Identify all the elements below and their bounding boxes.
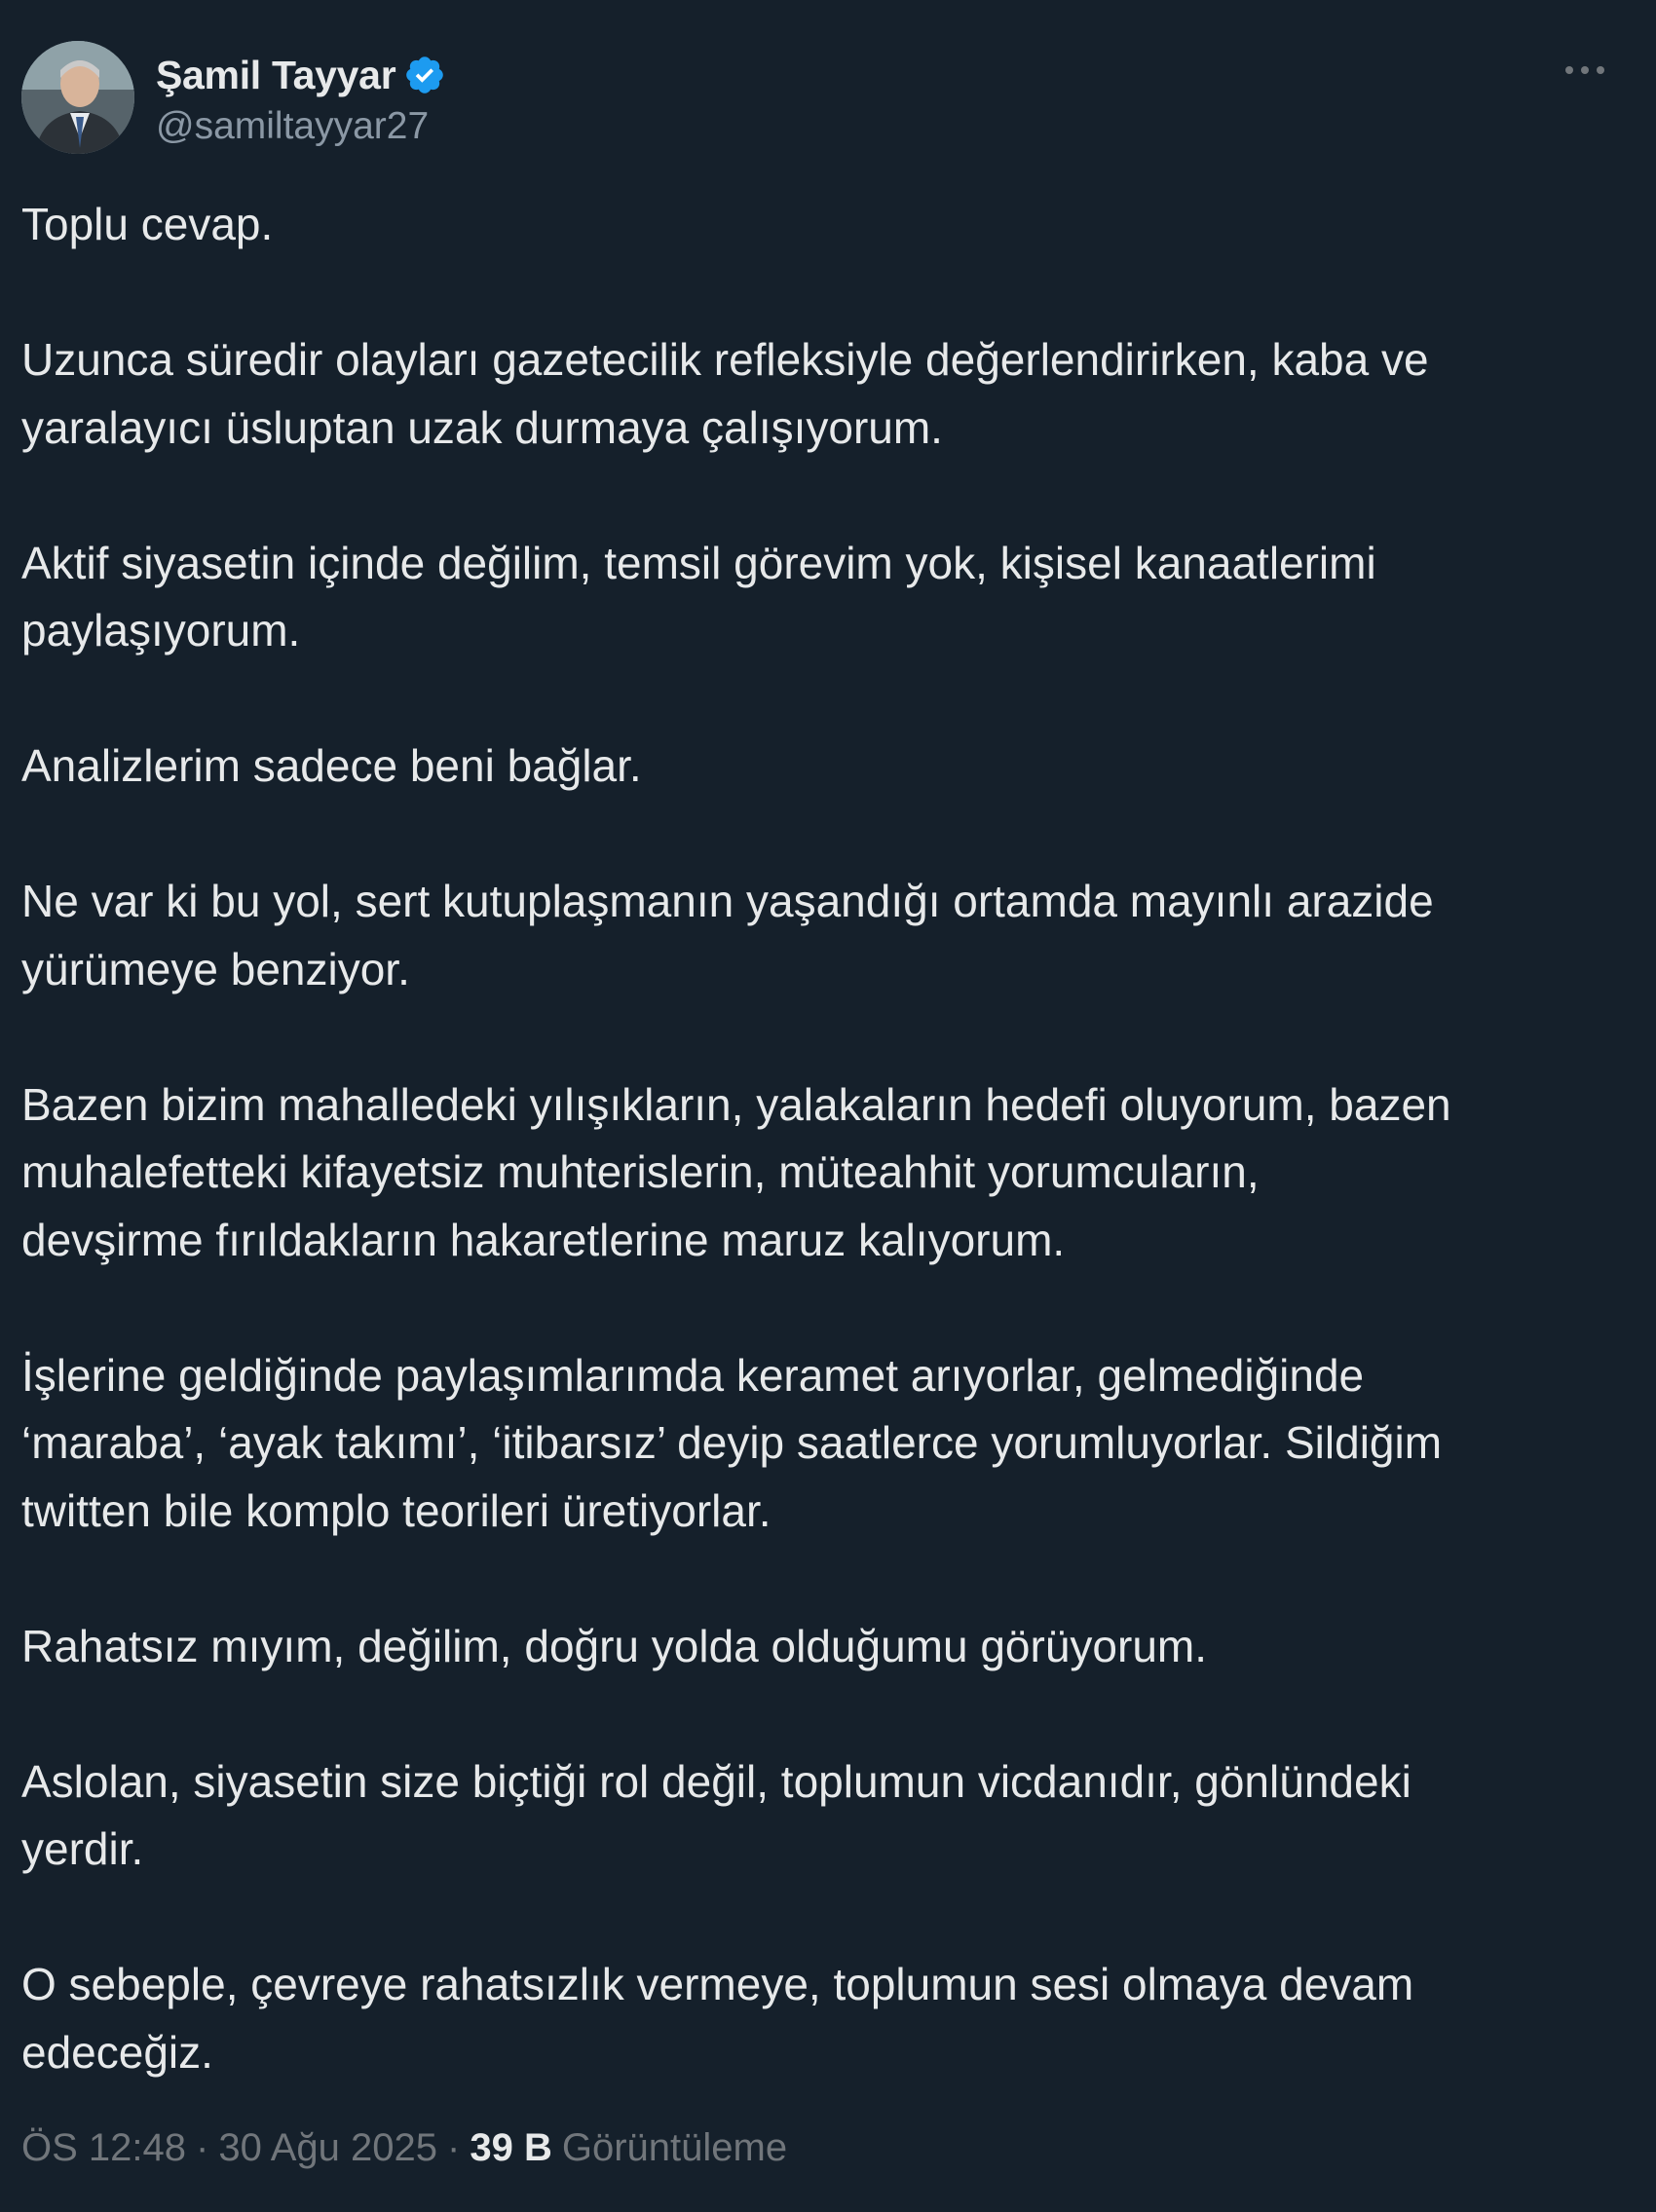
meta-separator: · bbox=[196, 2126, 209, 2169]
tweet-paragraph: Bazen bizim mahalledeki yılışıkların, yalakaların hedefi oluyorum, bazen muhalefetteki kifayetsiz muhterislerin, müteahhit yorumcuların, devşirme fırıldakların hakaretlerine maruz kalıyorum. bbox=[21, 1078, 1451, 1265]
author-display-name[interactable]: Şamil Tayyar bbox=[156, 52, 396, 97]
views-label: Görüntüleme bbox=[561, 2126, 788, 2169]
tweet-paragraph: İşlerine geldiğinde paylaşımlarımda keramet arıyorlar, gelmediğinde ‘maraba’, ‘ayak takımı’, ‘itibarsız’ deyip saatlerce yorumluyorlar. Sildiğim twitten bile komplo teorileri üretiyorlar. bbox=[21, 1349, 1443, 1536]
avatar-image bbox=[21, 41, 134, 154]
avatar[interactable] bbox=[21, 41, 134, 154]
name-row bbox=[156, 47, 446, 103]
tweet-date[interactable]: 30 Ağu 2025 bbox=[218, 2126, 438, 2169]
tweet-paragraph: O sebeple, çevreye rahatsızlık vermeye, toplumun sesi olmaya devam edeceğiz. bbox=[21, 1959, 1414, 2078]
tweet-paragraph: Rahatsız mıyım, değilim, doğru yolda olduğumu görüyorum. bbox=[21, 1620, 1208, 1671]
tweet-paragraph: Analizlerim sadece beni bağlar. bbox=[21, 740, 642, 791]
tweet-text bbox=[21, 191, 1609, 2086]
tweet-paragraph: Aktif siyasetin içinde değilim, temsil görevim yok, kişisel kanaatlerimi paylaşıyorum. bbox=[21, 537, 1376, 656]
meta-separator: · bbox=[447, 2126, 461, 2169]
verified-badge-icon[interactable] bbox=[403, 54, 446, 96]
more-horizontal-icon bbox=[1561, 49, 1609, 92]
author-names bbox=[156, 47, 446, 148]
tweet-meta bbox=[21, 2126, 787, 2170]
more-options-button[interactable] bbox=[1561, 49, 1609, 92]
tweet-paragraph: Uzunca süredir olayları gazetecilik refleksiyle değerlendirirken, kaba ve yaralayıcı üsluptan uzak durmaya çalışıyorum. bbox=[21, 334, 1429, 453]
tweet-paragraph: Toplu cevap. bbox=[21, 199, 274, 249]
tweet-time[interactable]: ÖS 12:48 bbox=[21, 2126, 187, 2169]
views-count[interactable]: 39 B bbox=[470, 2126, 552, 2169]
author-handle[interactable]: @samiltayyar27 bbox=[156, 105, 430, 147]
tweet-header bbox=[21, 39, 446, 156]
tweet-paragraph: Ne var ki bu yol, sert kutuplaşmanın yaşandığı ortamda mayınlı arazide yürümeye benziyor. bbox=[21, 876, 1434, 994]
tweet-paragraph: Aslolan, siyasetin size biçtiği rol değil, toplumun vicdanıdır, gönlündeki yerdir. bbox=[21, 1755, 1411, 1874]
